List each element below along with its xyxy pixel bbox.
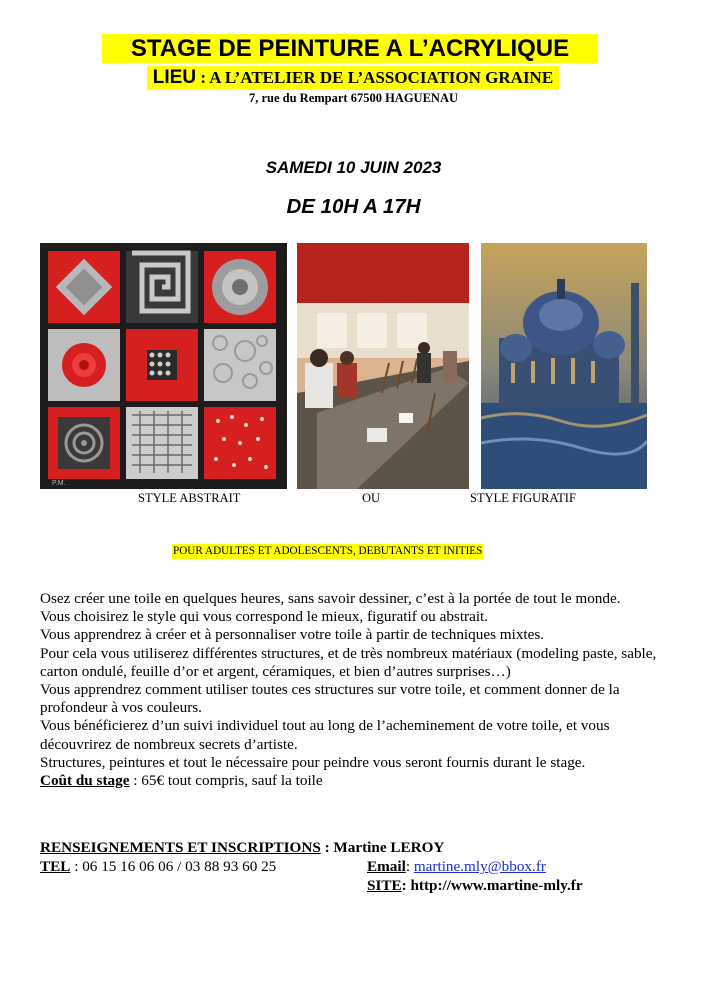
email-separator: :	[405, 858, 414, 875]
caption-or: OU	[362, 491, 381, 505]
contact-name: : Martine LEROY	[320, 839, 445, 856]
paragraph: Vous choisirez le style qui vous correspond le mieux, figuratif ou abstrait.	[40, 608, 489, 626]
tel-label: TEL	[40, 858, 71, 875]
cost-value: : 65€ tout compris, sauf la toile	[129, 772, 323, 790]
paragraph: Vous bénéficierez d’un suivi individuel tout au long de l’acheminement de votre toile, et vous découvrirez de nombreux secrets d’artiste.	[40, 717, 610, 753]
contact-heading-row	[40, 838, 680, 857]
location-line	[147, 66, 559, 90]
email-link[interactable]: martine.mly@bbox.fr	[413, 858, 546, 875]
event-hours: DE 10H A 17H	[286, 195, 421, 218]
paragraph: Vous apprendrez comment utiliser toutes ces structures sur votre toile, et comment donner de la profondeur à vos couleurs.	[40, 681, 620, 717]
description	[40, 590, 680, 790]
audience-banner: POUR ADULTES ET ADOLESCENTS, DEBUTANTS ET INITIES	[173, 545, 483, 557]
location-label: LIEU	[152, 67, 197, 88]
painting-signature: P.M.	[52, 480, 66, 487]
cost-line	[40, 772, 680, 790]
tel-value: : 06 15 16 06 06 / 03 88 93 60 25	[70, 858, 277, 875]
cost-label: Coût du stage	[40, 772, 130, 790]
caption-figurative: STYLE FIGURATIF	[470, 491, 576, 505]
site-label: SITE	[367, 877, 402, 894]
site-row	[40, 876, 680, 895]
paragraph: Pour cela vous utiliserez différentes structures, et de très nombreux matériaux (modeling paste, sable, carton ondulé, feuille d’or et argent, céramiques, et bien d’autres surprises…)	[40, 644, 657, 680]
event-date: SAMEDI 10 JUIN 2023	[265, 158, 442, 177]
paragraph: Vous apprendrez à créer et à personnaliser votre toile à partir de techniques mixtes.	[40, 626, 545, 644]
address: 7, rue du Rempart 67500 HAGUENAU	[248, 91, 459, 105]
abstract-painting-image	[40, 243, 287, 489]
page-title: STAGE DE PEINTURE A L’ACRYLIQUE	[102, 34, 598, 63]
caption-abstract: STYLE ABSTRAIT	[138, 491, 241, 505]
contact-section	[40, 838, 680, 895]
contact-heading: RENSEIGNEMENTS ET INSCRIPTIONS	[40, 839, 321, 856]
workshop-photo-image	[297, 243, 469, 489]
location-value: : A L’ATELIER DE L’ASSOCIATION GRAINE	[196, 68, 554, 87]
paragraph: Osez créer une toile en quelques heures, sans savoir dessiner, c’est à la portée de tout le monde.	[40, 590, 621, 607]
figurative-painting-image	[481, 243, 647, 489]
paragraph: Structures, peintures et tout le nécessaire pour peindre vous seront fournis durant le stage.	[40, 753, 586, 771]
tel-email-row	[40, 857, 680, 876]
email-label: Email	[367, 858, 406, 875]
site-value[interactable]: : http://www.martine-mly.fr	[401, 877, 583, 894]
